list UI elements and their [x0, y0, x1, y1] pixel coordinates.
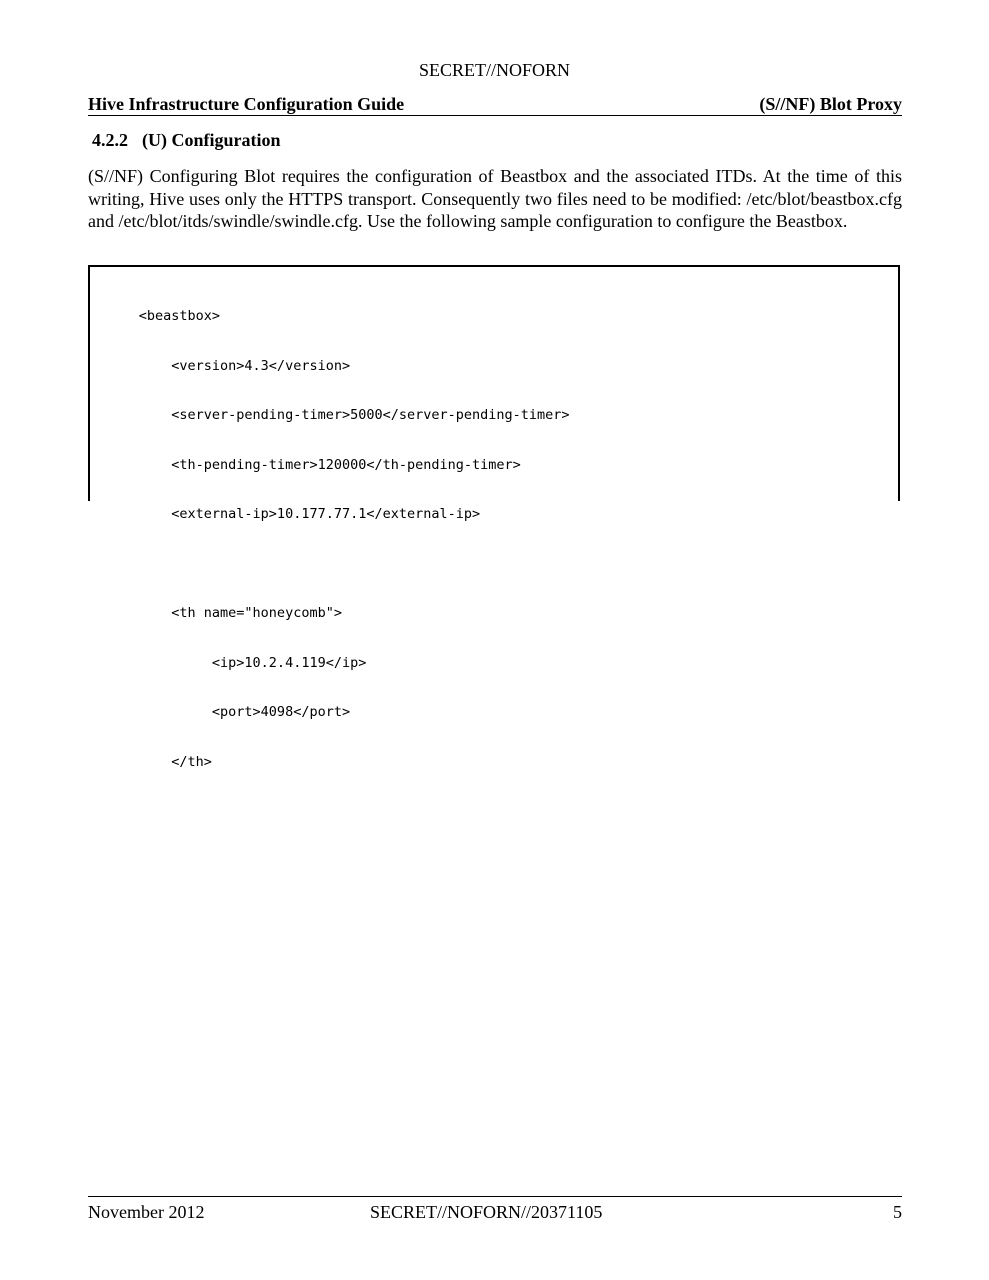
running-header: [88, 93, 902, 116]
code-line: <th name="honeycomb">: [90, 605, 342, 621]
code-line: <th-pending-timer>120000</th-pending-timer>: [90, 456, 521, 473]
code-line: </th>: [90, 753, 212, 770]
document-title: Hive Infrastructure Configuration Guide: [88, 94, 405, 114]
code-line: <beastbox>: [90, 308, 221, 324]
footer-date: November 2012: [88, 1202, 205, 1222]
body-paragraph: (S//NF) Configuring Blot requires the configuration of Beastbox and the associated ITDs. At the time of this writing, Hive uses only the HTTPS transport. Consequently two files need to be modified: /etc/blot/beastbox.cfg and /etc/blot/itds/swindle/swindle.cfg. Use the following sample configuration to configure the Beastbox.: [88, 166, 902, 231]
section-label: (S//NF) Blot Proxy: [759, 94, 902, 114]
code-sample-box: [88, 265, 900, 770]
page-footer: [88, 1196, 902, 1223]
code-line: <version>4.3</version>: [90, 357, 351, 374]
code-line: [90, 556, 570, 573]
footer-classification: SECRET//NOFORN//20371105: [370, 1202, 603, 1222]
section-heading: [92, 129, 281, 151]
code-line: <port>4098</port>: [90, 704, 351, 720]
page-number: 5: [893, 1202, 902, 1222]
section-number: 4.2.2: [92, 130, 128, 150]
code-sample: [90, 275, 570, 803]
code-line: <ip>10.2.4.119</ip>: [90, 654, 367, 671]
code-line: <external-ip>10.177.77.1</external-ip>: [90, 506, 481, 522]
classification-banner-top: SECRET//NOFORN: [418, 60, 571, 80]
section-title: (U) Configuration: [142, 130, 281, 150]
code-line: <server-pending-timer>5000</server-pending-timer>: [90, 407, 570, 423]
